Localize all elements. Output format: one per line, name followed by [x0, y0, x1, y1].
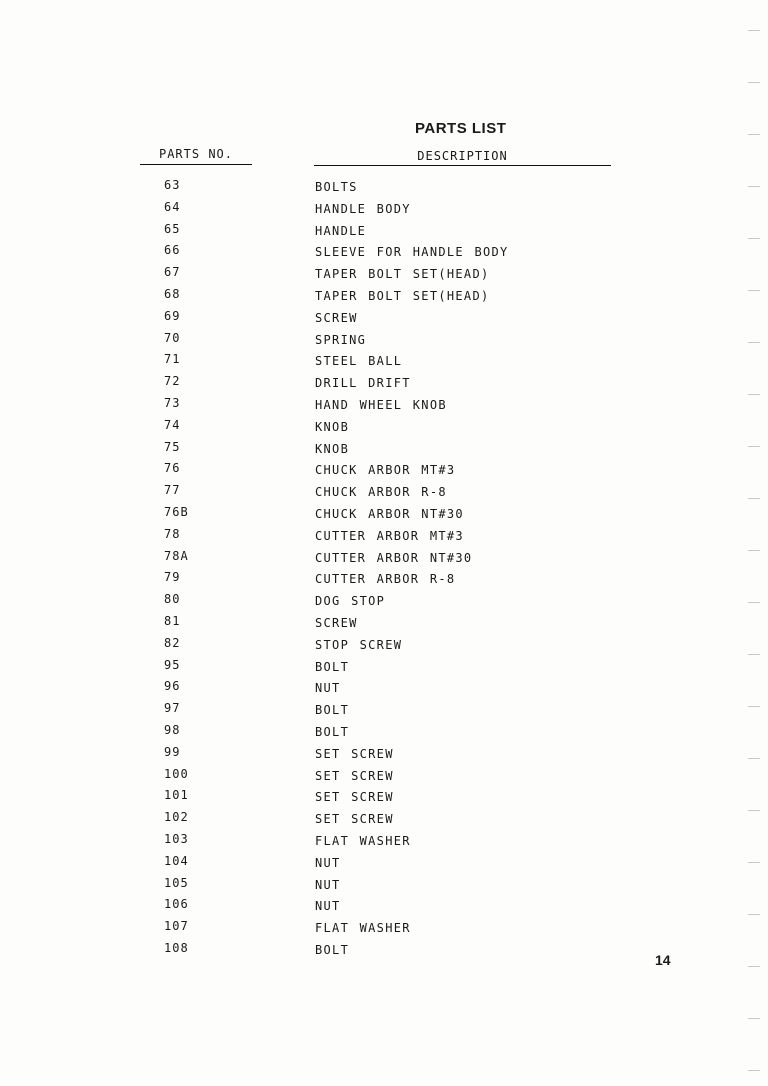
- table-row: [0, 852, 768, 874]
- part-number: 104: [164, 853, 189, 868]
- part-description: DOG STOP: [315, 594, 386, 609]
- table-row: [0, 394, 768, 416]
- edge-mark: [748, 550, 760, 551]
- edge-mark: [748, 966, 760, 967]
- part-number: 82: [164, 635, 181, 650]
- table-row: [0, 481, 768, 503]
- table-row: [0, 525, 768, 547]
- edge-mark: [748, 706, 760, 707]
- part-number: 81: [164, 613, 181, 628]
- edge-mark: [748, 914, 760, 915]
- part-number: 100: [164, 766, 189, 781]
- part-description: STOP SCREW: [315, 637, 403, 652]
- edge-mark: [748, 758, 760, 759]
- table-row: [0, 895, 768, 917]
- part-description: SCREW: [315, 615, 358, 630]
- part-number: 70: [164, 330, 181, 345]
- edge-mark: [748, 134, 760, 135]
- part-number: 108: [164, 940, 189, 955]
- table-row: [0, 220, 768, 242]
- edge-mark: [748, 186, 760, 187]
- part-description: FLAT WASHER: [315, 921, 411, 936]
- part-description: FLAT WASHER: [315, 833, 411, 848]
- table-row: [0, 808, 768, 830]
- part-number: 66: [164, 243, 181, 258]
- part-description: SCREW: [315, 310, 358, 325]
- part-description: TAPER BOLT SET(HEAD): [315, 267, 490, 282]
- table-row: [0, 176, 768, 198]
- part-number: 97: [164, 701, 181, 716]
- table-row: [0, 939, 768, 961]
- part-number: 80: [164, 592, 181, 607]
- part-description: HAND WHEEL KNOB: [315, 397, 447, 412]
- part-description: CHUCK ARBOR MT#3: [315, 463, 456, 478]
- part-description: SET SCREW: [315, 768, 394, 783]
- table-row: [0, 590, 768, 612]
- part-number: 96: [164, 679, 181, 694]
- table-row: [0, 830, 768, 852]
- part-description: STEEL BALL: [315, 354, 403, 369]
- part-description: NUT: [315, 899, 341, 914]
- table-row: [0, 198, 768, 220]
- part-number: 102: [164, 810, 189, 825]
- table-row: [0, 874, 768, 896]
- part-number: 79: [164, 570, 181, 585]
- table-row: [0, 656, 768, 678]
- table-row: [0, 416, 768, 438]
- edge-mark: [748, 446, 760, 447]
- part-description: SET SCREW: [315, 746, 394, 761]
- part-number: 69: [164, 308, 181, 323]
- edge-mark: [748, 1018, 760, 1019]
- part-number: 63: [164, 178, 181, 192]
- part-number: 74: [164, 417, 181, 432]
- edge-mark: [748, 82, 760, 83]
- part-number: 98: [164, 722, 181, 737]
- part-number: 64: [164, 199, 181, 214]
- part-description: NUT: [315, 877, 341, 892]
- table-row: [0, 743, 768, 765]
- parts-no-column-header: PARTS NO.: [140, 147, 252, 165]
- part-description: CUTTER ARBOR MT#3: [315, 528, 464, 543]
- part-description: SPRING: [315, 332, 367, 347]
- edge-mark: [748, 290, 760, 291]
- table-row: [0, 765, 768, 787]
- table-row: [0, 459, 768, 481]
- edge-mark: [748, 602, 760, 603]
- edge-mark: [748, 1070, 760, 1071]
- part-description: CUTTER ARBOR R-8: [315, 572, 456, 587]
- part-number: 68: [164, 286, 181, 301]
- part-number: 71: [164, 352, 181, 367]
- parts-table: [0, 176, 768, 961]
- page-number: 14: [655, 952, 671, 968]
- part-description: BOLT: [315, 724, 350, 739]
- edge-mark: [748, 30, 760, 31]
- table-row: [0, 917, 768, 939]
- table-row: [0, 285, 768, 307]
- part-number: 76B: [164, 504, 189, 519]
- table-row: [0, 547, 768, 569]
- part-description: CHUCK ARBOR R-8: [315, 485, 447, 500]
- part-description: SLEEVE FOR HANDLE BODY: [315, 245, 509, 260]
- part-number: 99: [164, 744, 181, 759]
- page-title: PARTS LIST: [415, 120, 507, 137]
- binding-edge-marks: [746, 0, 760, 1086]
- part-number: 105: [164, 875, 189, 890]
- edge-mark: [748, 342, 760, 343]
- part-number: 72: [164, 374, 181, 389]
- part-description: CHUCK ARBOR NT#30: [315, 506, 464, 521]
- table-row: [0, 677, 768, 699]
- edge-mark: [748, 498, 760, 499]
- part-number: 65: [164, 221, 181, 236]
- edge-mark: [748, 810, 760, 811]
- part-number: 73: [164, 395, 181, 410]
- part-number: 101: [164, 788, 189, 803]
- table-row: [0, 568, 768, 590]
- part-number: 106: [164, 897, 189, 912]
- part-description: KNOB: [315, 419, 350, 434]
- part-description: CUTTER ARBOR NT#30: [315, 550, 473, 565]
- description-column-header: DESCRIPTION: [314, 149, 611, 166]
- part-description: HANDLE BODY: [315, 201, 411, 216]
- part-description: NUT: [315, 855, 341, 870]
- part-number: 78: [164, 526, 181, 541]
- table-row: [0, 350, 768, 372]
- table-row: [0, 612, 768, 634]
- part-number: 78A: [164, 548, 189, 563]
- part-number: 95: [164, 657, 181, 672]
- part-number: 75: [164, 439, 181, 454]
- edge-mark: [748, 238, 760, 239]
- edge-mark: [748, 654, 760, 655]
- table-row: [0, 263, 768, 285]
- part-description: BOLTS: [315, 180, 358, 194]
- table-row: [0, 503, 768, 525]
- part-description: SET SCREW: [315, 790, 394, 805]
- edge-mark: [748, 862, 760, 863]
- part-description: HANDLE: [315, 223, 367, 238]
- edge-mark: [748, 394, 760, 395]
- part-description: BOLT: [315, 659, 350, 674]
- table-row: [0, 634, 768, 656]
- part-description: BOLT: [315, 703, 350, 718]
- part-number: 77: [164, 483, 181, 498]
- part-description: BOLT: [315, 942, 350, 957]
- part-description: SET SCREW: [315, 812, 394, 827]
- table-row: [0, 307, 768, 329]
- part-description: KNOB: [315, 441, 350, 456]
- part-number: 103: [164, 831, 189, 846]
- part-description: NUT: [315, 681, 341, 696]
- table-row: [0, 329, 768, 351]
- part-number: 67: [164, 265, 181, 280]
- table-row: [0, 372, 768, 394]
- part-description: DRILL DRIFT: [315, 376, 411, 391]
- part-number: 107: [164, 919, 189, 934]
- table-row: [0, 241, 768, 263]
- table-row: [0, 721, 768, 743]
- table-row: [0, 786, 768, 808]
- table-row: [0, 438, 768, 460]
- part-number: 76: [164, 461, 181, 476]
- part-description: TAPER BOLT SET(HEAD): [315, 288, 490, 303]
- table-row: [0, 699, 768, 721]
